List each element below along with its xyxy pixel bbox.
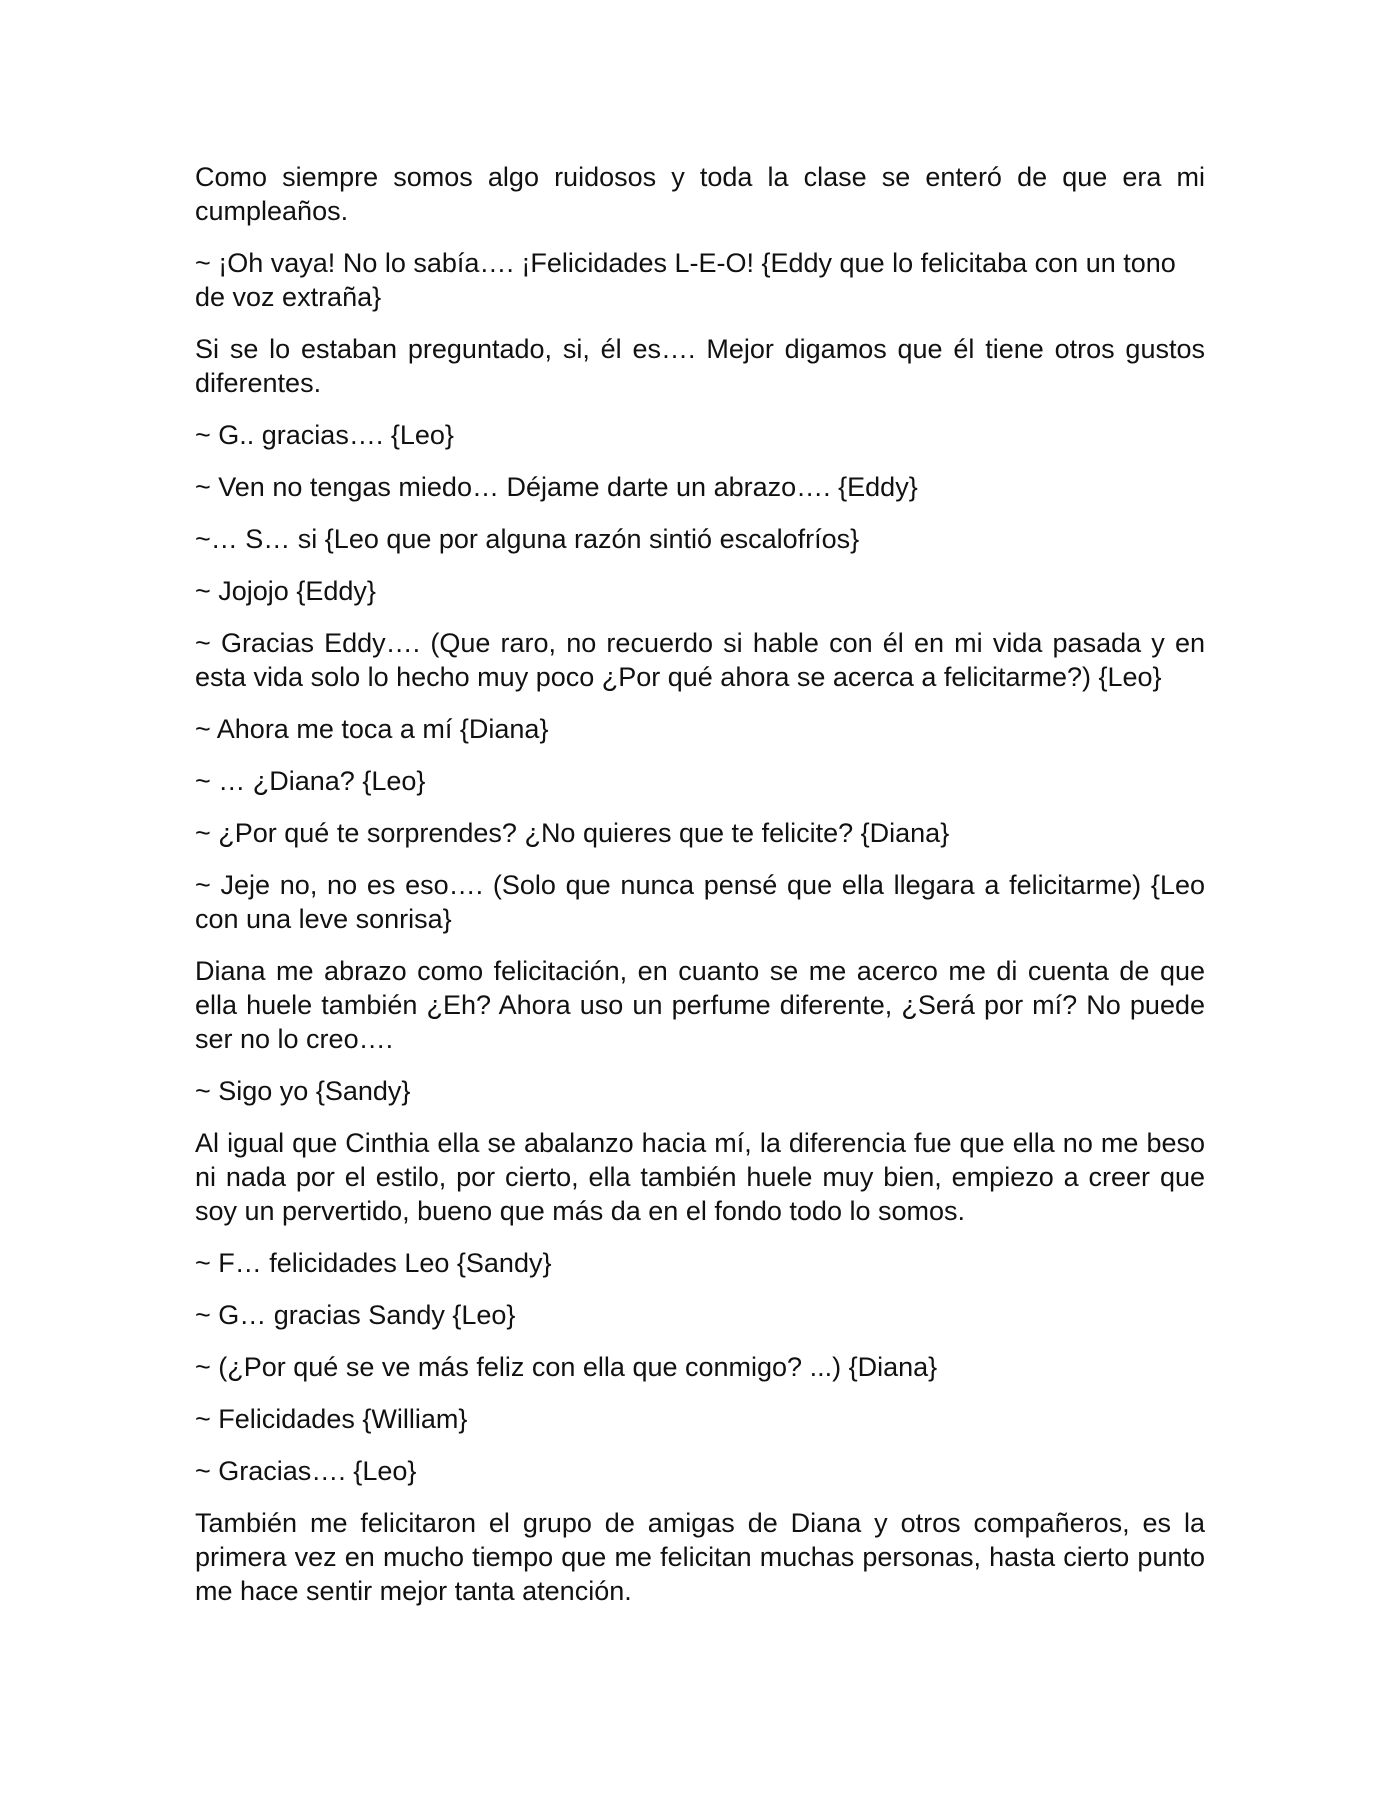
dialogue-line: ~ Sigo yo {Sandy} <box>195 1076 411 1106</box>
dialogue-line: ~ ¡Oh vaya! No lo sabía…. ¡Felicidades L-E-O! {Eddy que lo felicitaba con un tono de voz extraña} <box>195 248 1176 312</box>
dialogue-line: ~ Jojojo {Eddy} <box>195 576 376 606</box>
dialogue-line: ~ Gracias Eddy…. (Que raro, no recuerdo si hable con él en mi vida pasada y en esta vida solo lo hecho muy poco ¿Por qué ahora se acerca a felicitarme?) {Leo} <box>195 628 1205 692</box>
dialogue-line: ~ … ¿Diana? {Leo} <box>195 766 426 796</box>
narration-paragraph: Diana me abrazo como felicitación, en cuanto se me acerco me di cuenta de que ella huele también ¿Eh? Ahora uso un perfume diferente, ¿Será por mí? No puede ser no lo creo…. <box>195 956 1205 1054</box>
dialogue-line: ~ Ven no tengas miedo… Déjame darte un abrazo…. {Eddy} <box>195 472 918 502</box>
dialogue-line: ~ G.. gracias…. {Leo} <box>195 420 454 450</box>
dialogue-line: ~ Gracias…. {Leo} <box>195 1456 417 1486</box>
dialogue-line: ~ ¿Por qué te sorprendes? ¿No quieres que te felicite? {Diana} <box>195 818 950 848</box>
dialogue-line: ~ F… felicidades Leo {Sandy} <box>195 1248 552 1278</box>
dialogue-line: ~… S… si {Leo que por alguna razón sintió escalofríos} <box>195 524 860 554</box>
narration-paragraph: También me felicitaron el grupo de amigas de Diana y otros compañeros, es la primera vez en mucho tiempo que me felicitan muchas personas, hasta cierto punto me hace sentir mejor tanta atención. <box>195 1508 1205 1606</box>
dialogue-line: ~ (¿Por qué se ve más feliz con ella que conmigo? ...) {Diana} <box>195 1352 938 1382</box>
document-body <box>195 160 1205 1626</box>
dialogue-line: ~ G… gracias Sandy {Leo} <box>195 1300 516 1330</box>
dialogue-line: ~ Jeje no, no es eso…. (Solo que nunca pensé que ella llegara a felicitarme) {Leo con una leve sonrisa} <box>195 870 1205 934</box>
narration-paragraph: Al igual que Cinthia ella se abalanzo hacia mí, la diferencia fue que ella no me beso ni nada por el estilo, por cierto, ella también huele muy bien, empiezo a creer que soy un pervertido, bueno que más da en el fondo todo lo somos. <box>195 1128 1205 1226</box>
narration-paragraph: Si se lo estaban preguntado, si, él es…. Mejor digamos que él tiene otros gustos diferentes. <box>195 334 1205 398</box>
narration-paragraph: Como siempre somos algo ruidosos y toda la clase se enteró de que era mi cumpleaños. <box>195 162 1205 226</box>
dialogue-line: ~ Ahora me toca a mí {Diana} <box>195 714 549 744</box>
dialogue-line: ~ Felicidades {William} <box>195 1404 468 1434</box>
